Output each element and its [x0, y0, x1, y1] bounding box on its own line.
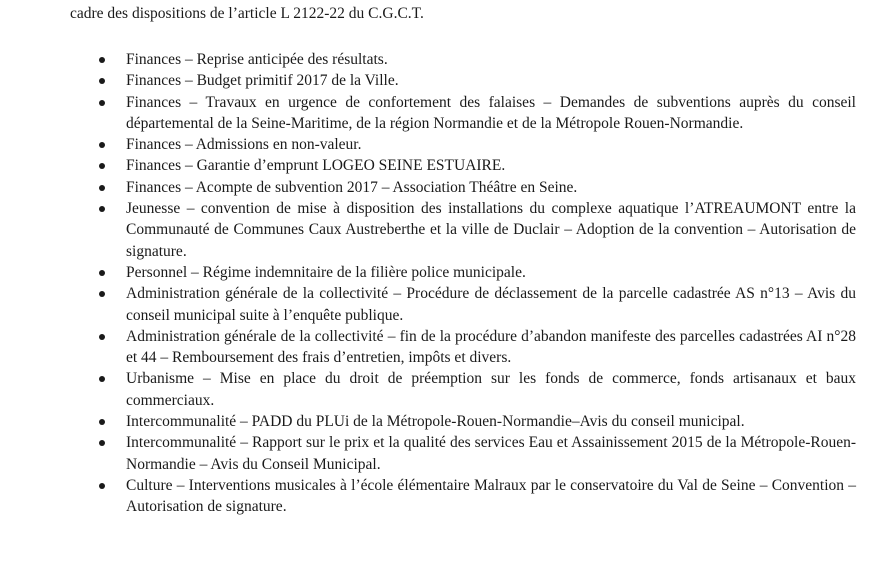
list-item: [0, 155, 886, 176]
list-item: [0, 432, 886, 475]
list-item-text: Finances – Acompte de subvention 2017 – Association Théâtre en Seine.: [126, 178, 578, 196]
list-item-text: Finances – Garantie d’emprunt LOGEO SEINE ESTUAIRE.: [126, 157, 506, 175]
list-item-text: Intercommunalité – Rapport sur le prix et la qualité des services Eau et Assainissement 2015 de la Métropole-Rouen-Normandie – Avis du Conseil Municipal.: [126, 434, 856, 473]
list-item: [0, 326, 886, 369]
list-item-text: Finances – Travaux en urgence de confortement des falaises – Demandes de subventions auprès du conseil départemental de la Seine-Maritime, de la région Normandie et de la Métropole Rouen-Normandie.: [126, 93, 856, 132]
list-item-text: Administration générale de la collectivité – fin de la procédure d’abandon manifeste des parcelles cadastrées AI n°28 et 44 – Remboursement des frais d’entretien, impôts et divers.: [126, 327, 856, 367]
bullet-icon: [99, 142, 105, 148]
list-item-text: Personnel – Régime indemnitaire de la filière police municipale.: [126, 263, 526, 281]
bullet-icon: [99, 334, 105, 340]
bullet-icon: [99, 185, 105, 191]
bullet-icon: [99, 206, 105, 212]
bullet-icon: [99, 291, 105, 297]
bullet-icon: [99, 163, 105, 169]
list-item: [0, 411, 886, 432]
list-item-text: Urbanisme – Mise en place du droit de préemption sur les fonds de commerce, fonds artisanaux et baux commerciaux.: [126, 370, 856, 409]
list-item: [0, 70, 886, 91]
list-item-text: Finances – Admissions en non-valeur.: [126, 136, 362, 154]
list-item-text: Administration générale de la collectivité – Procédure de déclassement de la parcelle cadastrée AS n°13 – Avis du conseil municipal suite à l’enquête publique.: [126, 285, 856, 324]
list-item: [0, 475, 886, 518]
list-item-text: Finances – Budget primitif 2017 de la Ville.: [126, 72, 399, 90]
list-item: [0, 262, 886, 283]
bullet-icon: [99, 270, 105, 276]
list-item-text: Culture – Interventions musicales à l’école élémentaire Malraux par le conservatoire du Val de Seine – Convention – Autorisation de signature.: [126, 476, 856, 516]
list-item: [0, 198, 886, 262]
list-item: [0, 92, 886, 135]
list-item-text: Jeunesse – convention de mise à disposition des installations du complexe aquatique l’ATREAUMONT entre la Communauté de Communes Caux Austreberthe et la ville de Duclair – Adoption de la convention – Autorisation de signature.: [126, 200, 856, 260]
bullet-icon: [99, 440, 105, 446]
list-item: [0, 177, 886, 198]
agenda-list: [0, 49, 886, 518]
list-item-text: Finances – Reprise anticipée des résultats.: [126, 51, 388, 68]
bullet-icon: [99, 376, 105, 382]
bullet-icon: [99, 483, 105, 489]
bullet-icon: [99, 100, 105, 106]
list-item: [0, 283, 886, 326]
list-item-text: Intercommunalité – PADD du PLUi de la Métropole-Rouen-Normandie–Avis du conseil municipal.: [126, 413, 745, 431]
bullet-icon: [99, 78, 105, 84]
list-item: [0, 134, 886, 155]
bullet-icon: [99, 57, 105, 63]
list-item: [0, 49, 886, 70]
intro-text: cadre des dispositions de l’article L 2122-22 du C.G.C.T.: [70, 5, 424, 22]
list-item: [0, 368, 886, 411]
bullet-icon: [99, 419, 105, 425]
